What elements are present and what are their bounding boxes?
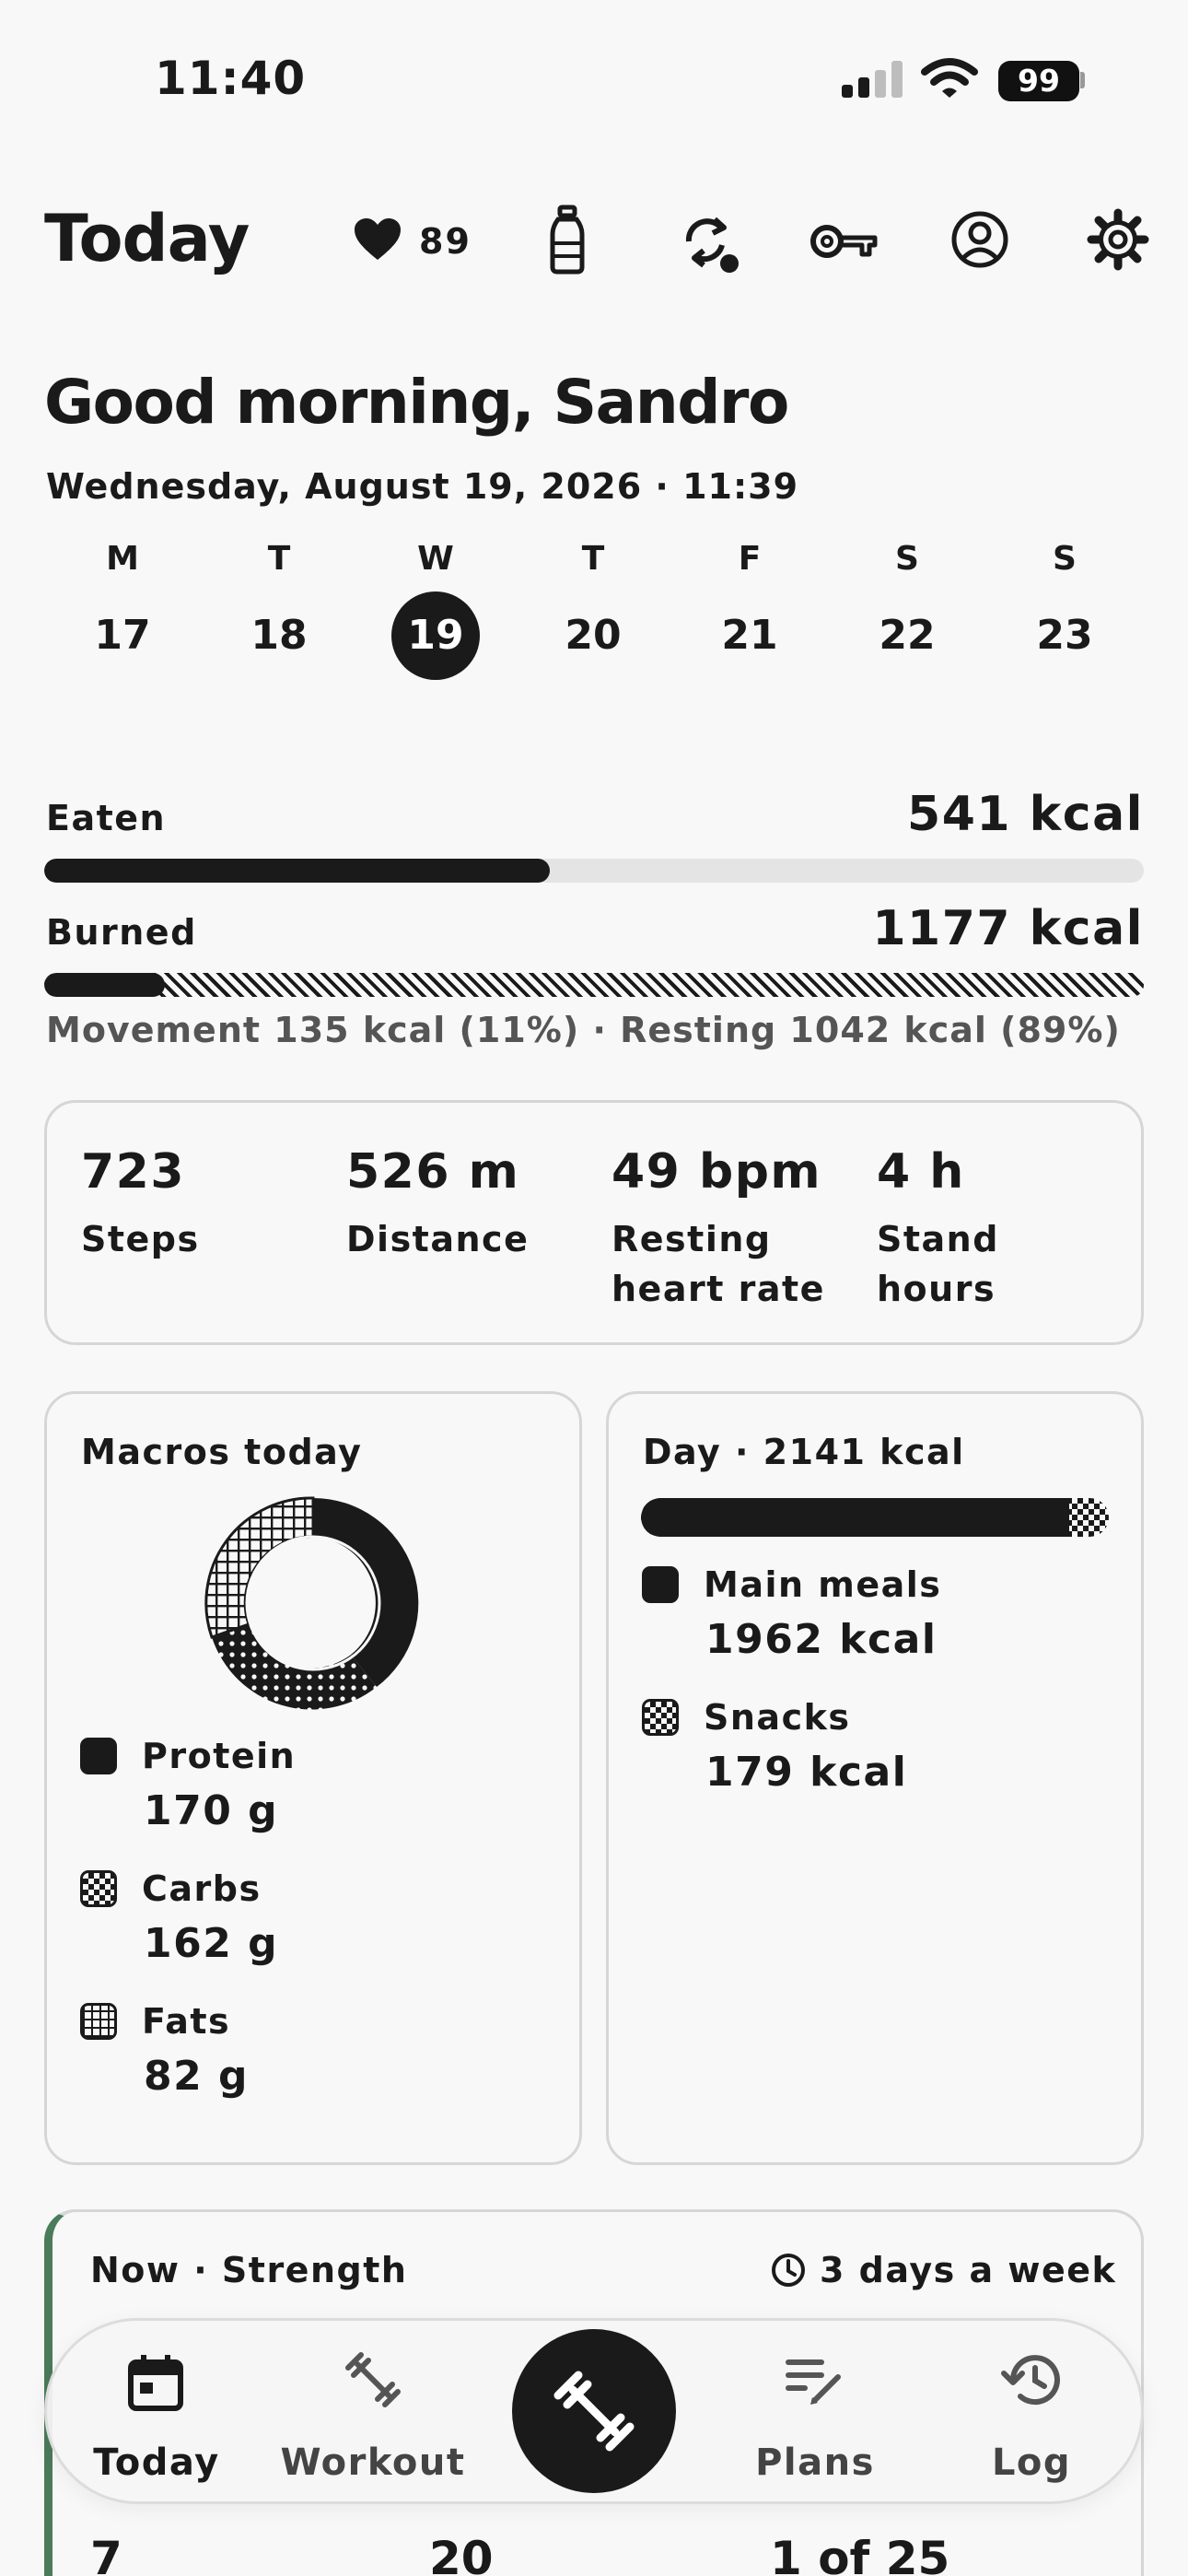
day-19-button-selected[interactable]: 19 — [391, 591, 480, 680]
main-meals-value: 1962 kcal — [705, 1616, 938, 1663]
fats-value: 82 g — [144, 2053, 250, 2100]
weekday-letter: S — [895, 540, 919, 578]
day-17-button[interactable]: 17 — [94, 612, 151, 659]
steps-value: 723 — [81, 1144, 186, 1200]
day-23-button[interactable]: 23 — [1036, 612, 1093, 659]
weekday-letter: W — [417, 540, 454, 578]
day-18-button[interactable]: 18 — [250, 612, 308, 659]
protein-label: Protein — [142, 1736, 297, 1776]
eaten-value: 541 kcal — [907, 787, 1144, 842]
battery-indicator: 99 — [998, 61, 1079, 101]
nav-log-label: Log — [991, 2441, 1072, 2484]
stand-hours-label: Stand hours — [877, 1219, 999, 1309]
profile-icon[interactable] — [950, 210, 1009, 269]
dumbbell-icon — [551, 2368, 637, 2454]
weekday-letter: M — [106, 540, 139, 578]
calendar-icon — [127, 2353, 184, 2412]
cellular-signal-icon — [842, 61, 903, 98]
sync-icon[interactable] — [678, 210, 740, 275]
resting-heart-rate-value: 49 bpm — [611, 1144, 822, 1200]
heart-rate-value: 89 — [419, 221, 472, 262]
wifi-icon — [921, 57, 978, 100]
nav-plans-label: Plans — [755, 2441, 875, 2484]
plan-figure-1: 7 — [90, 2532, 122, 2576]
burned-progress-bar — [44, 973, 1144, 997]
settings-gear-icon[interactable] — [1087, 208, 1149, 271]
snacks-value: 179 kcal — [705, 1749, 908, 1796]
burned-movement-fill — [44, 973, 165, 997]
eaten-progress-fill — [44, 859, 550, 883]
page-title: Today — [44, 201, 250, 276]
water-bottle-icon[interactable] — [549, 205, 586, 275]
plan-figure-3: 1 of 25 — [770, 2532, 950, 2576]
dumbbell-icon — [343, 2349, 403, 2410]
plan-title: Now · Strength — [90, 2250, 408, 2290]
main-meals-fill — [641, 1498, 1069, 1537]
plan-frequency: 3 days a week — [820, 2250, 1117, 2290]
snacks-label: Snacks — [704, 1697, 851, 1738]
burned-breakdown-text: Movement 135 kcal (11%) · Resting 1042 kcal (89%) — [46, 1010, 1121, 1050]
weekday-letter: T — [581, 540, 605, 578]
fats-swatch — [80, 2003, 117, 2040]
start-workout-button[interactable] — [512, 2329, 676, 2493]
eaten-label: Eaten — [46, 798, 167, 838]
eaten-progress-bar — [44, 859, 1144, 883]
burned-label: Burned — [46, 912, 197, 953]
nav-today-label: Today — [93, 2441, 220, 2484]
weekday-letter: T — [267, 540, 291, 578]
key-icon[interactable] — [809, 219, 879, 263]
meal-split-bar — [641, 1498, 1109, 1537]
nav-workout-label: Workout — [280, 2441, 466, 2484]
fats-label: Fats — [142, 2001, 231, 2042]
stand-hours-value: 4 h — [877, 1144, 965, 1200]
battery-tip — [1080, 72, 1085, 88]
macros-donut-chart — [204, 1494, 422, 1712]
protein-value: 170 g — [144, 1787, 279, 1834]
resting-heart-rate-label: Resting heart rate — [611, 1219, 825, 1309]
day-21-button[interactable]: 21 — [721, 612, 778, 659]
weekday-letter: S — [1053, 540, 1077, 578]
day-20-button[interactable]: 20 — [565, 612, 622, 659]
greeting-heading: Good morning, Sandro — [44, 367, 788, 438]
plan-figure-2: 20 — [429, 2532, 494, 2576]
status-time: 11:40 — [155, 52, 307, 105]
current-date-time: Wednesday, August 19, 2026 · 11:39 — [46, 466, 799, 507]
heart-icon — [354, 217, 402, 262]
steps-label: Steps — [81, 1219, 200, 1259]
edit-list-icon — [785, 2355, 844, 2406]
distance-value: 526 m — [346, 1144, 520, 1200]
burned-value: 1177 kcal — [872, 901, 1144, 956]
clock-icon — [770, 2252, 807, 2289]
main-meals-label: Main meals — [704, 1564, 942, 1605]
main-meals-swatch — [642, 1566, 679, 1603]
snacks-swatch — [642, 1699, 679, 1736]
distance-label: Distance — [346, 1219, 530, 1259]
day-calories-title: Day · 2141 kcal — [643, 1432, 965, 1472]
protein-swatch — [80, 1738, 117, 1774]
carbs-swatch — [80, 1870, 117, 1907]
day-22-button[interactable]: 22 — [879, 612, 936, 659]
weekday-letter: F — [738, 540, 762, 578]
history-icon — [1000, 2349, 1065, 2410]
macros-title: Macros today — [81, 1432, 363, 1472]
carbs-value: 162 g — [144, 1920, 279, 1967]
carbs-label: Carbs — [142, 1868, 262, 1909]
